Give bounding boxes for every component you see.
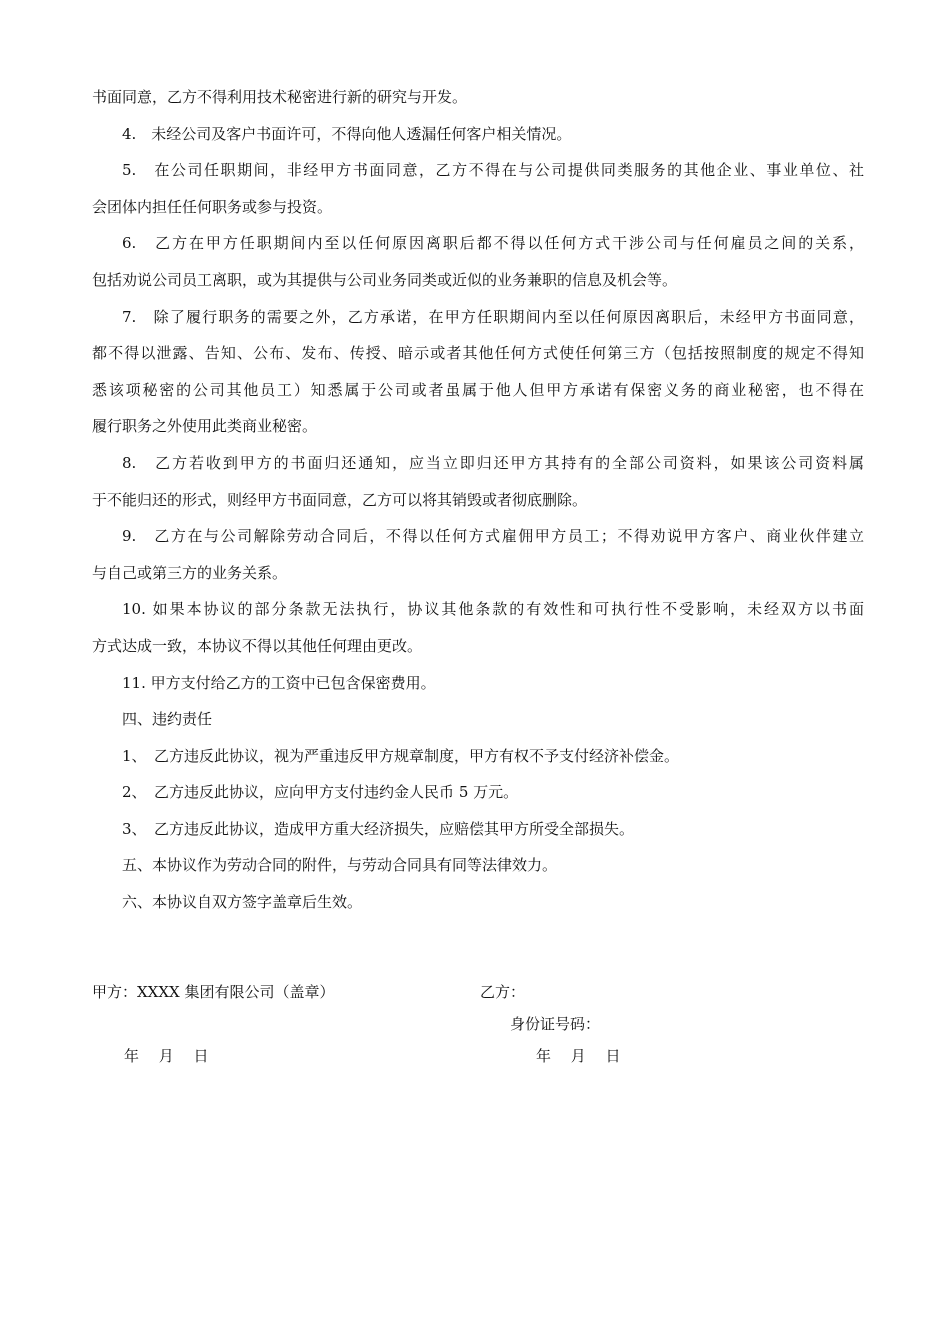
liability-item-1: 1、 乙方违反此协议，视为严重违反甲方规章制度，甲方有权不予支付经济补偿金。: [122, 746, 680, 765]
clause-8: 8. 乙方若收到甲方的书面归还通知，应当立即归还甲方其持有的全部公司资料，如果该公司资料属: [122, 453, 864, 472]
id-number-label: 身份证号码：: [510, 1015, 601, 1033]
section-effective: 六、本协议自双方签字盖章后生效。: [122, 893, 363, 912]
clause-5: 5. 在公司任职期间，非经甲方书面同意，乙方不得在与公司提供同类服务的其他企业、事业单位、社: [122, 161, 864, 180]
party-a-signature: 甲方：XXXX 集团有限公司（盖章）: [92, 983, 335, 1001]
section-attachment: 五、本协议作为劳动合同的附件，与劳动合同具有同等法律效力。: [122, 856, 558, 875]
clause-7-cont-1: 都不得以泄露、告知、公布、发布、传授、暗示或者其他任何方式使任何第三方（包括按照制度的规定不得知: [92, 344, 864, 363]
clause-5-cont: 会团体内担任任何职务或参与投资。: [92, 197, 333, 216]
clause-10-cont: 方式达成一致，本协议不得以其他任何理由更改。: [92, 636, 423, 655]
section-heading-liability: 四、违约责任: [122, 710, 213, 729]
paragraph-line: 书面同意，乙方不得利用技术秘密进行新的研究与开发。: [92, 88, 468, 106]
clause-7-cont-3: 履行职务之外使用此类商业秘密。: [92, 417, 318, 436]
clause-7-cont-2: 悉该项秘密的公司其他员工）知悉属于公司或者虽属于他人但甲方承诺有保密义务的商业秘密，也不得在: [92, 380, 864, 399]
liability-item-2: 2、 乙方违反此协议，应向甲方支付违约金人民币 5 万元。: [122, 783, 519, 802]
clause-6-cont: 包括劝说公司员工离职，或为其提供与公司业务同类或近似的业务兼职的信息及机会等。: [92, 270, 678, 289]
date-party-b: 年 月 日: [536, 1047, 621, 1065]
liability-item-3: 3、 乙方违反此协议，造成甲方重大经济损失，应赔偿其甲方所受全部损失。: [122, 819, 635, 838]
date-party-a: 年 月 日: [124, 1047, 209, 1065]
party-b-signature: 乙方：: [480, 983, 526, 1001]
clause-10: 10. 如果本协议的部分条款无法执行，协议其他条款的有效性和可执行性不受影响，未经双方以书面: [122, 600, 864, 619]
clause-6: 6. 乙方在甲方任职期间内至以任何原因离职后都不得以任何方式干涉公司与任何雇员之间的关系，: [122, 234, 864, 253]
clause-11: 11. 甲方支付给乙方的工资中已包含保密费用。: [122, 673, 436, 692]
clause-9: 9. 乙方在与公司解除劳动合同后，不得以任何方式雇佣甲方员工；不得劝说甲方客户、商业伙伴建立: [122, 527, 864, 546]
clause-9-cont: 与自己或第三方的业务关系。: [92, 563, 288, 582]
agreement-body: [92, 79, 864, 921]
clause-4: 4. 未经公司及客户书面许可，不得向他人透漏任何客户相关情况。: [122, 124, 572, 143]
clause-8-cont: 于不能归还的形式，则经甲方书面同意，乙方可以将其销毁或者彻底删除。: [92, 490, 588, 509]
clause-7: 7. 除了履行职务的需要之外，乙方承诺，在甲方任职期间内至以任何原因离职后，未经甲方书面同意，: [122, 307, 864, 326]
